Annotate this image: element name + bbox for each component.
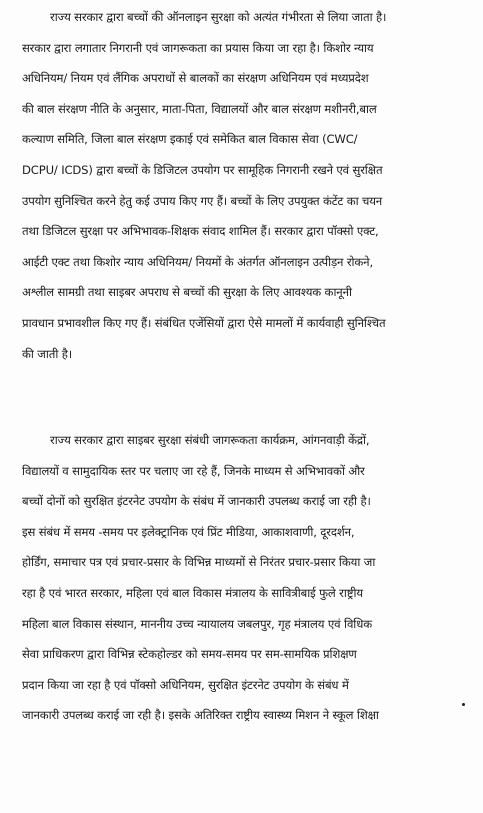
- paragraph-1: [22, 2, 464, 369]
- paragraph-line: विद्यालयों व सामुदायिक स्तर पर चलाए जा रहे हैं, जिनके माध्यम से अभिभावकों और: [22, 463, 365, 478]
- paragraph-line: रहा है एवं भारत सरकार, महिला एवं बाल विकास मंत्रालय के सावित्रीबाई फुले राष्ट्रीय: [22, 585, 363, 600]
- paragraph-2: [22, 425, 464, 731]
- paragraph-line: जानकारी उपलब्ध कराई जा रही है। इसके अतिरिक्त राष्ट्रीय स्वास्थ्य मिशन ने स्कूल शिक्षा: [22, 708, 379, 723]
- paragraph-line: सरकार द्वारा लगातार निगरानी एवं जागरूकता का प्रयास किया जा रहा है। किशोर न्याय: [22, 40, 374, 55]
- stray-mark: [462, 703, 465, 706]
- paragraph-line: महिला बाल विकास संस्थान, माननीय उच्च न्यायालय जबलपुर, गृह मंत्रालय एवं विधिक: [22, 616, 372, 631]
- paragraph-line: उपयोग सुनिश्चित करने हेतु कई उपाय किए गए हैं। बच्चों के लिए उपयुक्त कंटेंट का चयन: [22, 193, 383, 208]
- paragraph-line: होर्डिंग, समाचार पत्र एवं प्रचार-प्रसार के विभिन्न माध्यमों से निरंतर प्रचार-प्रसार किया जा: [22, 555, 376, 570]
- paragraph-line: प्रदान किया जा रहा है एवं पॉक्सो अधिनियम, सुरक्षित इंटरनेट उपयोग के संबंध में: [22, 677, 349, 692]
- paragraph-line: अश्लील सामग्री तथा साइबर अपराध से बच्चों की सुरक्षा के लिए आवश्यक कानूनी: [22, 285, 352, 300]
- paragraph-line: कल्याण समिति, जिला बाल संरक्षण इकाई एवं समेकित बाल विकास सेवा (CWC/: [22, 132, 358, 147]
- paragraph-line: इस संबंध में समय -समय पर इलेक्ट्रानिक एवं प्रिंट मीडिया, आकाशवाणी, दूरदर्शन,: [22, 524, 355, 539]
- paragraph-line: राज्य सरकार द्वारा साइबर सुरक्षा संबंधी जागरूकता कार्यक्रम, आंगनवाड़ी केंद्रों,: [50, 433, 370, 447]
- paragraph-line: आईटी एक्ट तथा किशोर न्याय अधिनियम/ नियमों के अंतर्गत ऑनलाइन उत्पीड़न रोकने,: [22, 254, 373, 269]
- paragraph-line: तथा डिजिटल सुरक्षा पर अभिभावक-शिक्षक संवाद शामिल हैं। सरकार द्वारा पॉक्सो एक्ट,: [22, 224, 379, 239]
- paragraph-line: सेवा प्राधिकरण द्वारा विभिन्न स्टेकहोल्डर को समय-समय पर सम-सामयिक प्रशिक्षण: [22, 647, 357, 662]
- paragraph-line: की बाल संरक्षण नीति के अनुसार, माता-पिता, विद्यालयों और बाल संरक्षण मशीनरी,बाल: [22, 101, 377, 116]
- paragraph-line: की जाती है।: [22, 346, 72, 361]
- paragraph-line: बच्चों दोनों को सुरक्षित इंटरनेट उपयोग के संबंध में जानकारी उपलब्ध कराई जा रही है।: [22, 494, 371, 509]
- paragraph-line: प्रावधान प्रभावशील किए गए हैं। संबंधित एजेंसियों द्वारा ऐसे मामलों में कार्यवाही सुनिश्चित: [22, 315, 386, 330]
- paragraph-line: DCPU/ ICDS) द्वारा बच्चों के डिजिटल उपयोग पर सामूहिक निगरानी रखने एवं सुरक्षित: [22, 162, 383, 177]
- paragraph-line: अधिनियम/ नियम एवं लैंगिक अपराधों से बालकों का संरक्षण अधिनियम एवं मध्यप्रदेश: [22, 71, 369, 86]
- paragraph-line: राज्य सरकार द्वारा बच्चों की ऑनलाइन सुरक्षा को अत्यंत गंभीरता से लिया जाता है।: [50, 10, 387, 24]
